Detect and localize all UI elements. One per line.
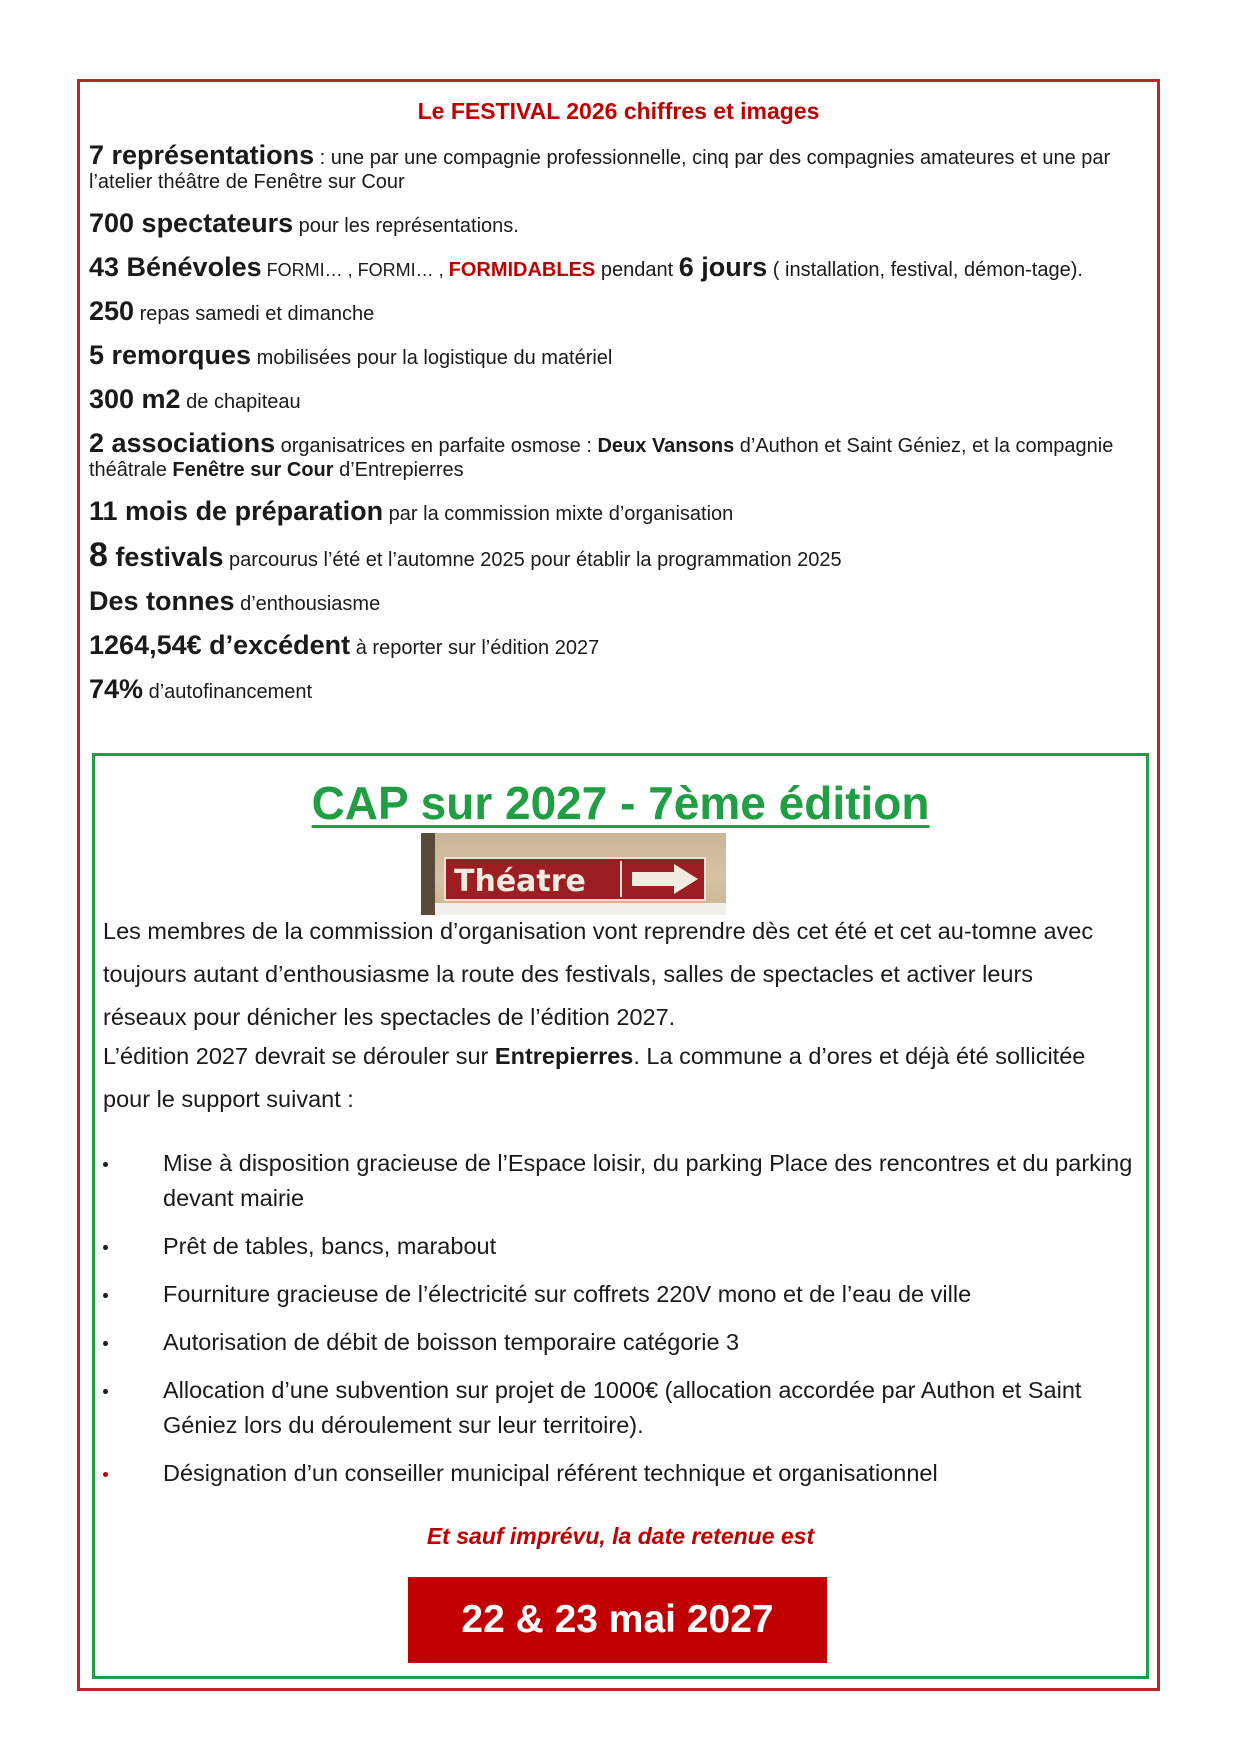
list-item-text: Fourniture gracieuse de l’électricité sur coffrets 220V mono et de l’eau de ville	[163, 1281, 972, 1307]
fact-text: pour les représentations.	[293, 215, 519, 237]
list-item	[103, 1456, 1133, 1491]
bullet-icon	[103, 1389, 108, 1394]
theatre-sign	[444, 857, 706, 901]
list-item	[103, 1373, 1133, 1443]
fact-strong: 5 remorques	[89, 340, 252, 370]
fact-spectateurs	[89, 208, 1149, 238]
list-item	[103, 1277, 1133, 1312]
fact-autofinancement	[89, 674, 1149, 704]
bullet-icon	[103, 1162, 108, 1167]
fact-festivals	[89, 536, 1149, 574]
fact-text: : une par une compagnie professionnelle, cinq par des compagnies amateures et une par l’atelier théâtre de Fenêtre sur Cour	[89, 147, 1111, 193]
fact-strong: 300 m2	[89, 384, 181, 414]
fact-strong: 250	[89, 296, 135, 326]
support-list	[103, 1146, 1133, 1504]
fact-chapiteau	[89, 384, 1149, 414]
fact-representations	[89, 140, 1149, 194]
facts-list	[89, 140, 1149, 721]
fact-text: de chapiteau	[180, 391, 301, 413]
list-item-text: Autorisation de débit de boisson temporaire catégorie 3	[163, 1329, 740, 1355]
fact-strong: 1264,54€ d’excédent	[89, 630, 351, 660]
date-intro: Et sauf imprévu, la date retenue est	[426, 1523, 815, 1549]
fact-text: à reporter sur l’édition 2027	[350, 637, 600, 659]
theatre-sign-photo	[421, 833, 726, 915]
bullet-icon	[103, 1472, 108, 1477]
fact-text: mobilisées pour la logistique du matériel	[251, 347, 613, 369]
fact-strong: 11 mois de préparation	[89, 496, 384, 526]
cap-paragraph-1: Les membres de la commission d’organisation vont reprendre dès cet été et cet au-tomne avec toujours autant d’enthousiasme la route des festivals, salles de spectacles et activer leurs réseaux pour dénicher les spectacles de l’édition 2027.	[103, 918, 1094, 1030]
fact-text: par la commission mixte d’organisation	[383, 503, 734, 525]
fact-text: ( installation, festival, démon-tage).	[767, 259, 1083, 281]
list-item	[103, 1146, 1133, 1216]
list-item	[103, 1229, 1133, 1264]
fact-bold-2: Fenêtre sur Cour	[172, 459, 334, 481]
fact-caps: FORMI… , FORMI… ,	[261, 260, 449, 280]
fact-strong: 43 Bénévoles	[89, 252, 262, 282]
list-item-text: Prêt de tables, bancs, marabout	[163, 1233, 497, 1259]
festival-title: Le FESTIVAL 2026 chiffres et images	[417, 98, 820, 124]
cap-title: CAP sur 2027 - 7ème édition	[311, 777, 930, 829]
fact-text: d’autofinancement	[143, 681, 313, 703]
paragraph-text: L’édition 2027 devrait se dérouler sur	[103, 1043, 495, 1069]
bullet-icon	[103, 1341, 108, 1346]
date-banner: 22 & 23 mai 2027	[408, 1577, 827, 1663]
list-item	[103, 1325, 1133, 1360]
fact-preparation	[89, 496, 1149, 526]
fact-text-3: d’Entrepierres	[333, 459, 464, 481]
list-item-text: Allocation d’une subvention sur projet de 1000€ (allocation accordée par Authon et Saint Géniez lors du déroulement sur leur territoire).	[163, 1377, 1082, 1438]
fact-strong: Des tonnes	[89, 586, 235, 616]
cap-paragraph-2	[103, 1035, 1123, 1121]
fact-text: repas samedi et dimanche	[134, 303, 375, 325]
photo-shadow	[421, 833, 435, 915]
fact-number: 8	[89, 536, 108, 574]
fact-associations	[89, 428, 1149, 482]
bullet-icon	[103, 1245, 108, 1250]
fact-repas	[89, 296, 1149, 326]
fact-highlight: FORMIDABLES	[448, 259, 596, 281]
fact-strong: 74%	[89, 674, 144, 704]
paragraph-text-2: . La commune a d’ores et déjà été sollicitée pour le support suivant :	[103, 1043, 1086, 1112]
fact-text: parcourus l’été et l’automne 2025 pour établir la programmation 2025	[223, 549, 842, 571]
fact-strong: 700 spectateurs	[89, 208, 294, 238]
fact-text-2: d’Authon et Saint Géniez, et la compagnie théâtrale	[89, 435, 1114, 481]
fact-excedent	[89, 630, 1149, 660]
arrow-right-icon	[620, 861, 706, 897]
fact-enthousiasme	[89, 586, 1149, 616]
sign-text: Théatre	[454, 864, 586, 899]
fact-strong-2: 6 jours	[678, 252, 768, 282]
fact-text: organisatrices en parfaite osmose :	[275, 435, 598, 457]
cap-frame	[92, 753, 1149, 1679]
bullet-icon	[103, 1293, 108, 1298]
list-item-text: Mise à disposition gracieuse de l’Espace loisir, du parking Place des rencontres et du parking devant mairie	[163, 1150, 1133, 1211]
paragraph-bold: Entrepierres	[494, 1043, 634, 1069]
list-item-text: Désignation d’un conseiller municipal référent technique et organisationnel	[163, 1460, 938, 1486]
fact-remorques	[89, 340, 1149, 370]
fact-bold-1: Deux Vansons	[597, 435, 735, 457]
fact-strong: 7 représentations	[89, 140, 315, 170]
fact-mid: pendant	[595, 259, 679, 281]
fact-strong: 2 associations	[89, 428, 276, 458]
fact-strong: festivals	[107, 542, 224, 572]
fact-text: d’enthousiasme	[234, 593, 381, 615]
fact-benevoles	[89, 252, 1149, 282]
